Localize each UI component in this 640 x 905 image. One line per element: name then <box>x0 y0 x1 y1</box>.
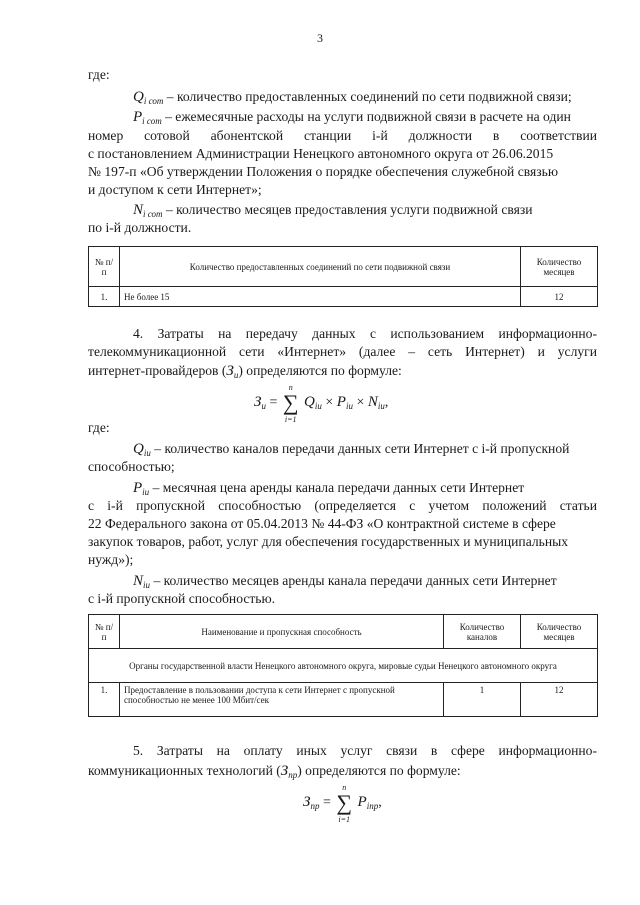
text-line: закупок товаров, работ, услуг для обеспечения государственных и муниципальных <box>88 534 569 549</box>
symbol-sub: i сот <box>142 116 162 126</box>
symbol: P <box>133 480 143 496</box>
text-line: 4. Затраты на передачу данных с использованием информационно- <box>133 326 597 341</box>
formula-p: P <box>357 794 367 810</box>
text-line: нужд»); <box>88 552 134 567</box>
def-text: – количество предоставленных соединений по сети подвижной связи; <box>166 89 572 104</box>
formula-lhs: З <box>303 794 311 810</box>
table-header-row <box>89 247 598 287</box>
table-row <box>89 287 598 307</box>
text-line: с i-й пропускной способностью. <box>88 591 276 606</box>
symbol-sub: пр <box>288 770 298 780</box>
text-line: и доступом к сети Интернет»; <box>88 182 262 197</box>
header-name: Наименование и пропускная способность <box>120 615 444 649</box>
cell-num: 1. <box>89 287 120 307</box>
sum-bottom: i=1 <box>338 815 350 824</box>
section-title: Органы государственной власти Ненецкого автономного округа, мировые судьи Ненецкого автономного округа <box>89 649 598 683</box>
sum-bottom: i=1 <box>284 415 297 424</box>
symbol-sub: iи <box>143 580 151 590</box>
where-label: где: <box>88 420 110 435</box>
sum-top: n <box>288 383 293 392</box>
symbol: З <box>280 763 289 779</box>
header-months: Количество месяцев <box>521 615 598 649</box>
text-line: по i-й должности. <box>88 220 192 235</box>
table-row <box>89 683 598 717</box>
def-q-i <box>133 440 569 462</box>
text-line: способностью; <box>88 459 175 474</box>
where-label: где: <box>88 67 110 82</box>
text-line: с постановлением Администрации Ненецкого автономного округа от 26.06.2015 <box>88 146 554 161</box>
symbol-sub: iи <box>143 448 151 458</box>
def-q-com <box>133 88 572 110</box>
cell-months: 12 <box>521 683 598 717</box>
text-part: коммуникационных технологий ( <box>88 763 281 778</box>
text-part: ) определяются по формуле: <box>238 363 402 378</box>
symbol-sub: i сот <box>143 209 163 219</box>
text-line <box>88 762 461 784</box>
cell-months: 12 <box>521 287 598 307</box>
symbol: N <box>133 573 144 589</box>
cell-channels: 1 <box>444 683 521 717</box>
formula-p-sub: iпр <box>366 801 379 811</box>
symbol: Q <box>133 441 144 457</box>
formula-eq: = <box>322 795 331 810</box>
symbol: Q <box>133 89 144 105</box>
sum-sign: ∑ n i=1 <box>336 783 353 824</box>
formula-q-sub: iи <box>314 401 322 411</box>
formula-p-sub: iи <box>345 401 353 411</box>
formula-lhs-sub: пр <box>310 801 320 811</box>
table-mobile-connections <box>88 246 598 307</box>
text-line: 22 Федерального закона от 05.04.2013 № 44-ФЗ «О контрактной системе в сфере <box>88 516 556 531</box>
page-number: 3 <box>317 31 323 45</box>
formula-n: N <box>367 394 378 410</box>
sum-top: n <box>342 783 347 792</box>
def-text: – ежемесячные расходы на услуги подвижной связи в расчете на один <box>165 109 571 124</box>
formula-eq: = <box>269 395 278 410</box>
text-part: интернет-провайдеров ( <box>88 363 227 378</box>
formula-tail: , <box>384 395 389 410</box>
formula-lhs-sub: и <box>261 401 266 411</box>
symbol: P <box>133 109 143 125</box>
table-section-row <box>89 649 598 683</box>
formula-p: P <box>336 394 346 410</box>
symbol: З <box>226 363 234 379</box>
header-desc: Количество предоставленных соединений по сети подвижной связи <box>120 247 521 287</box>
header-num: № п/п <box>89 615 120 649</box>
formula-q: Q <box>304 394 315 410</box>
table-internet-channels <box>88 614 598 717</box>
formula-internet <box>254 383 389 424</box>
sum-sign: ∑ n i=1 <box>282 383 299 424</box>
cell-num: 1. <box>89 683 120 717</box>
text-line: телекоммуникационной сети «Интернет» (далее – сеть Интернет) и услуги <box>88 344 597 359</box>
formula-times: × <box>356 395 365 410</box>
formula-times: × <box>325 395 334 410</box>
cell-desc: Не более 15 <box>120 287 521 307</box>
formula-n-sub: iи <box>377 401 385 411</box>
def-text: – количество каналов передачи данных сети Интернет с i-й пропускной <box>154 441 570 456</box>
def-n-com <box>133 201 533 223</box>
table-header-row <box>89 615 598 649</box>
symbol-sub: iи <box>142 487 150 497</box>
text-line: с i-й пропускной способностью (определяется с учетом положений статьи <box>88 498 597 513</box>
header-num: № п/п <box>89 247 120 287</box>
formula-tail: , <box>378 795 382 810</box>
symbol-sub: i сот <box>143 96 164 106</box>
def-text: – месячная цена аренды канала передачи данных сети Интернет <box>152 480 525 495</box>
text-line: 5. Затраты на оплату иных услуг связи в сфере информационно- <box>133 743 597 758</box>
def-text: – количество месяцев аренды канала передачи данных сети Интернет <box>153 573 557 588</box>
symbol-sub: и <box>233 370 239 380</box>
text-line: номер сотовой абонентской станции i-й должности в соответствии <box>88 128 597 143</box>
header-months: Количество месяцев <box>521 247 598 287</box>
text-part: ) определяются по формуле: <box>297 763 461 778</box>
text-line: № 197-п «Об утверждении Положения о порядке обеспечения служебной связью <box>88 164 558 179</box>
formula-other <box>303 783 382 824</box>
header-channels: Количество каналов <box>444 615 521 649</box>
cell-name: Предоставление в пользовании доступа к сети Интернет с пропускной способностью не менее 100 Мбит/сек <box>120 683 444 717</box>
formula-lhs: З <box>254 394 262 410</box>
def-text: – количество месяцев предоставления услуги подвижной связи <box>165 202 533 217</box>
text-line <box>88 362 402 384</box>
symbol: N <box>133 202 144 218</box>
